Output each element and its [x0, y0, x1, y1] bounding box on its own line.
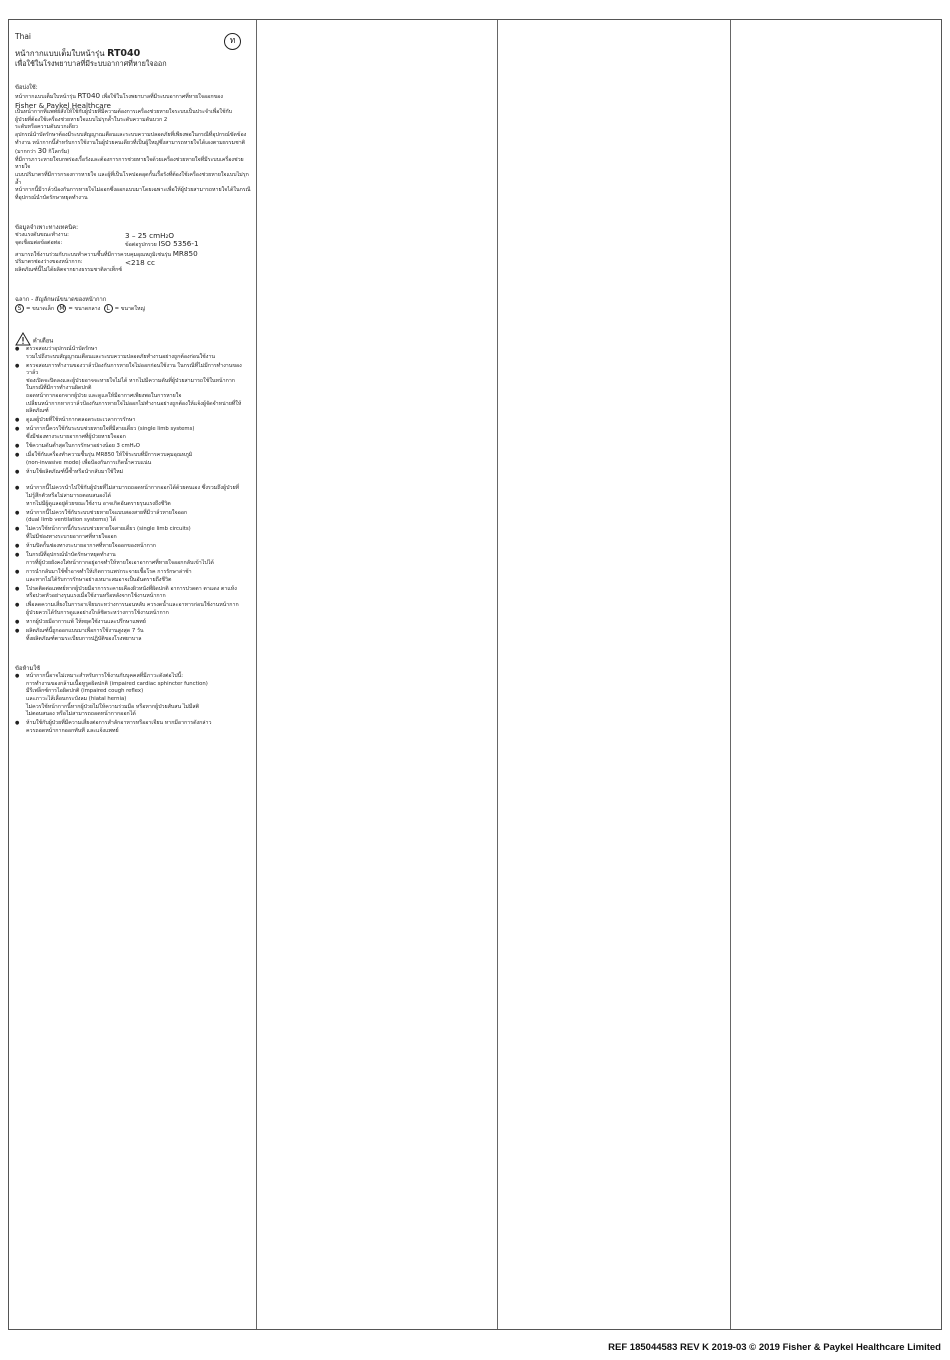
list-item	[15, 510, 251, 525]
contraindications-heading: ข้อห้ามใช้	[15, 666, 41, 673]
list-item	[15, 417, 251, 425]
product-subtitle: เพื่อใช้ในโรงพยาบาลที่มีระบบอากาศที่หายใจออก	[15, 59, 167, 69]
list-item	[15, 346, 251, 361]
column-divider	[730, 20, 731, 1329]
list-item-line: ● หน้ากากนี้ไม่ควรใช้กับระบบช่วยหายใจแบบสองสายที่มีวาล์วหายใจออก	[26, 509, 188, 516]
list-item-line: หากไม่มีผู้ดูแลอยู่ด้วยขณะใช้งาน อาจเกิดอันตรายรุนแรงถึงชีวิต	[26, 500, 171, 507]
list-item-line: (dual limb ventilation systems) ได้	[26, 517, 116, 524]
list-item-line: รวมไปถึงระบบสัญญาณเตือนและระบบความปลอดภัยทำงานอย่างถูกต้องก่อนใช้งาน	[26, 353, 215, 360]
model-number: RT040	[107, 47, 141, 59]
list-item	[15, 543, 251, 551]
weight-requirement: (มากกว่า 30 กิโลกรัม)	[15, 146, 70, 156]
list-item-line: ● หน้ากากนี้ควรใช้กับระบบช่วยหายใจที่มีสายเดี่ยว (single limb systems)	[26, 426, 195, 433]
sizes-heading: ฉลาก - สัญลักษณ์ขนาดของหน้ากาก	[15, 297, 107, 304]
list-item-line: และภาวะไส้เลื่อนกระบังลม (hiatal hernia)	[26, 696, 127, 703]
intended-use-line: ผู้ป่วยที่ต้องใช้เครื่องช่วยหายใจแบบไม่รุกล้ำในระดับความดันบวก 2	[15, 116, 168, 123]
list-item	[15, 469, 251, 477]
list-item-line: ● ผลิตภัณฑ์นี้ถูกออกแบบมาเพื่อการใช้งานสูงสุด 7 วัน	[26, 628, 144, 635]
list-item-line: ● ใช้ความดันต่ำสุดในการรักษาอย่างน้อย 3 cmH₂O	[26, 443, 140, 450]
list-item-line: ถอดหน้ากากออกจากผู้ป่วย และดูแลให้มีอากาศเพียงพอในการหายใจ	[26, 393, 182, 400]
list-item-line: ผู้ป่วยควรได้รับการดูแลอย่างใกล้ชิดระหว่างการใช้งานหน้ากาก	[26, 609, 169, 616]
size-s-icon: S	[15, 304, 24, 313]
intended-use-heading: ข้อบ่งใช้:	[15, 85, 38, 92]
intended-use-line: เป็นหน้ากากที่แพทย์สั่งให้ใช้กับผู้ป่วยที่มีความต้องการเครื่องช่วยหายใจระบบเป็นประจำเพื่อใช้กับ	[15, 109, 233, 116]
language-badge-icon: ท	[224, 33, 241, 50]
list-item-line: ไม่รู้สึกตัวหรือไม่สามารถตอบสนองได้	[26, 493, 111, 500]
list-item-line: ● ห้ามปิดกั้นช่องทางระบายอากาศที่หายใจออกของหน้ากาก	[26, 543, 157, 550]
size-legend: S = ขนาดเล็ก M = ขนาดกลาง L = ขนาดใหญ่	[15, 304, 251, 314]
list-item-line: หรือปวดหัวอย่างรุนแรงเมื่อใช้งานหรือหลังจากใช้งานหน้ากาก	[26, 593, 166, 600]
document-frame	[8, 19, 942, 1330]
list-item-line: ● ห้ามใช้กับผู้ป่วยที่มีความเสี่ยงต่อการสำลักอาหารหรืออาเจียน หากมีอาการดังกล่าว	[26, 720, 212, 727]
list-item	[15, 552, 251, 567]
list-item	[15, 628, 251, 643]
list-item-line: ที่ไม่มีช่องทางระบายอากาศที่หายใจออก	[26, 534, 117, 541]
spec-row: ช่วงแรงดันขณะทำงาน: 3 – 25 cmH₂O	[15, 231, 175, 241]
language-label: Thai	[15, 32, 32, 41]
list-item	[15, 619, 251, 627]
list-item	[15, 443, 251, 451]
list-item-line: ● โปรดติดต่อแพทย์หากผู้ป่วยมีอาการระคายเคืองผิวหนังที่ผิดปกติ อาการปวดตา ตาแดง ตาแห้ง	[26, 585, 237, 592]
size-m-icon: M	[59, 305, 65, 313]
list-item-line: ทิ้งผลิตภัณฑ์ตามระเบียบการปฏิบัติของโรงพยาบาล	[26, 635, 142, 642]
list-item-line: ควรถอดหน้ากากออกทันที และแจ้งแพทย์	[26, 727, 119, 734]
list-item	[15, 602, 251, 617]
column-divider	[497, 20, 498, 1329]
intended-use-line: ที่มีการภาวะหายใจบกพร่องเรื้อรังและต้องการการช่วยหายใจด้วยเครื่องช่วยหายใจที่มีระบบเครื่องช่วยหายใจ	[15, 156, 244, 171]
list-item-line: มีรีเฟล็กซ์การไอผิดปกติ (impaired cough reflex)	[26, 688, 144, 695]
list-item	[15, 485, 251, 508]
list-item	[15, 452, 251, 467]
list-item-line: ไม่ควรใช้หน้ากากนี้หากผู้ป่วยไม่ให้ความร่วมมือ หรือหากผู้ป่วยสับสน ไม่มีสติ	[26, 703, 200, 710]
warnings-heading-row	[15, 332, 251, 346]
list-item-line: ● ไม่ควรใช้หน้ากากนี้กับระบบช่วยหายใจสายเดี่ยว (single limb circuits)	[26, 526, 191, 533]
list-item-line: ● เมื่อใช้กับเครื่องทำความชื้นรุ่น MR850 ให้ใช้ระบบที่มีการควบคุมอุณหภูมิ	[26, 452, 193, 459]
list-item-line: ช่องเปิดจะปิดลงและผู้ป่วยอาจจะหายใจไม่ได้ หากไม่มีความดันที่ผู้ป่วยสามารถใช้ในหน้ากาก	[26, 377, 236, 384]
list-item-line: ● ตรวจสอบการทำงานของวาล์วป้องกันการหายใจไม่ออกก่อนใช้งาน ในกรณีที่ไม่มีการทำงานของวาล์ว	[26, 362, 242, 377]
list-item-line: ในกรณีที่มีการทำงานผิดปกติ	[26, 385, 92, 392]
list-item-line: ไม่ตอบสนอง หรือไม่สามารถถอดหน้ากากออกได้	[26, 711, 136, 718]
list-item-line: ● การนำกลับมาใช้ซ้ำอาจทำให้เกิดการแพร่กระจายเชื้อโรค การรักษาล่าช้า	[26, 568, 192, 575]
intended-use-line: ที่อุปกรณ์นำบัดรักษาหยุดทำงาน	[15, 194, 88, 201]
list-item	[15, 363, 251, 416]
list-item-line: ซึ่งมีช่องทางระบายอากาศที่ผู้ป่วยหายใจออก	[26, 434, 126, 440]
list-item-line: ● ในกรณีที่อุปกรณ์นำบัดรักษาหยุดทำงาน	[26, 552, 116, 559]
list-item-line: ● ดูแลผู้ป่วยที่ใช้หน้ากากตลอดระยะเวลาการรักษา	[26, 417, 136, 424]
list-item-line: ● เพื่อลดความเสี่ยงในการอาเจียนระหว่างการนอนหลับ ควรงดน้ำและอาหารก่อนใช้งานหน้ากาก	[26, 602, 239, 609]
list-item-line: ● ตรวจสอบว่าอุปกรณ์นำบัดรักษา	[26, 345, 98, 352]
list-item-line: เปลี่ยนหน้ากากหากวาล์วป้องกันการหายใจไม่ออกไม่ทำงานอย่างถูกต้องให้แจ้งผู้จัดจำหน่ายที่ให้ผลิตภัณฑ์	[26, 400, 242, 415]
list-item-line: ● ห้ามใช้ผลิตภัณฑ์นี้ซ้ำหรือนำกลับมาใช้ใหม่	[26, 468, 124, 475]
warnings-heading: คำเตือน	[32, 338, 54, 345]
list-item-line: ● หน้ากากนี้อาจไม่เหมาะสำหรับการใช้งานกับบุคคลที่มีภาวะดังต่อไปนี้:	[26, 673, 184, 680]
list-item-line: ● หากผู้ป่วยมีอาการแพ้ ให้หยุดใช้งานและปรึกษาแพทย์	[26, 618, 146, 625]
list-item-line: การทำงานของกล้ามเนื้อหูรูดผิดปกติ (impaired cardiac sphincter function)	[26, 680, 208, 687]
document-footer: REF 185044583 REV K 2019-03 © 2019 Fisher & Paykel Healthcare Limited	[608, 1342, 941, 1353]
list-item	[15, 526, 251, 541]
list-item-line: และหากไม่ได้รับการรักษาอย่างเหมาะสมอาจเป็นอันตรายถึงชีวิต	[26, 576, 172, 583]
intended-use-line: อุปกรณ์นำบัดรักษาต้องมีระบบสัญญาณเตือนและระบบความปลอดภัยที่เพียงพอในกรณีที่อุปกรณ์ขัดข้อง	[15, 132, 247, 139]
list-item-line: การที่ผู้ป่วยยังคงใส่หน้ากากอยู่อาจทำให้หายใจเอาอากาศที่หายใจออกกลับเข้าไปได้	[26, 559, 214, 566]
intended-use-line: ระดับหรือความดันบวกเดียว	[15, 124, 78, 131]
list-item-line: ● หน้ากากนี้ไม่ควรนำไปใช้กับผู้ป่วยที่ไม่สามารถถอดหน้ากากออกได้ด้วยตนเอง ซึ่งรวมถึงผู้ป่วยที่	[26, 485, 240, 492]
list-item-line: (non-invasive mode) เพื่อป้องกันการเกิดน้ำควบแน่น	[26, 459, 152, 466]
technical-heading: ข้อมูลจำเพาะทางเทคนิค:	[15, 225, 79, 232]
intended-use-line: ทำงาน หน้ากากนี้สำหรับการใช้งานในผู้ป่วยคนเดียวที่เป็นผู้ใหญ่ซึ่งสามารถหายใจได้เองตามธรรมชาติ	[15, 139, 246, 146]
company-name: Fisher & Paykel Healthcare	[15, 100, 111, 110]
spec-row: จุดเชื่อมต่อข้อต่อท่อ: ข้อต่อรูปกรวย ISO 5356-1	[15, 239, 199, 248]
list-item	[15, 426, 251, 441]
warnings-list	[15, 346, 251, 643]
list-item	[15, 586, 251, 601]
size-l-icon: L	[104, 304, 113, 313]
thai-column	[15, 30, 251, 737]
list-item	[15, 569, 251, 584]
spec-row: ปริมาตรช่องว่างของหน้ากาก: <218 cc	[15, 258, 155, 268]
product-title: หน้ากากแบบเต็มใบหน้ารุ่น RT040	[15, 47, 141, 59]
column-divider	[256, 20, 257, 1329]
intended-use-line: หน้ากากนี้มีวาล์วป้องกันการหายใจไม่ออกซึ่งออกแบบมาโดยเฉพาะเพื่อให้ผู้ป่วยสามารถหายใจได้ในกรณี	[15, 187, 251, 194]
list-item	[15, 673, 251, 719]
warning-triangle-icon	[15, 332, 31, 346]
intended-use-line: แบบปริมาตรที่มีการกรองการหายใจ และผู้ที่เป็นโรคปอดอุดกั้นเรื้อรังที่ต้องใช้เครื่องช่วยหายใจแบบไม่รุกล้ำ	[15, 172, 249, 186]
contraindications-list	[15, 673, 251, 735]
latex-note: ผลิตภัณฑ์นี้ไม่ได้ผลิตจากยางธรรมชาติลาเท็กซ์	[15, 266, 122, 273]
spec-row: สามารถใช้งานร่วมกับระบบทำความชื้นที่มีการควบคุมอุณหภูมิเช่นรุ่น MR850	[15, 248, 198, 258]
list-item	[15, 720, 251, 735]
intended-use-line: หน้ากากแบบเต็มใบหน้ารุ่น RT040 เพื่อใช้ในโรงพยาบาลที่มีระบบอากาศที่หายใจออกของ	[15, 91, 223, 101]
